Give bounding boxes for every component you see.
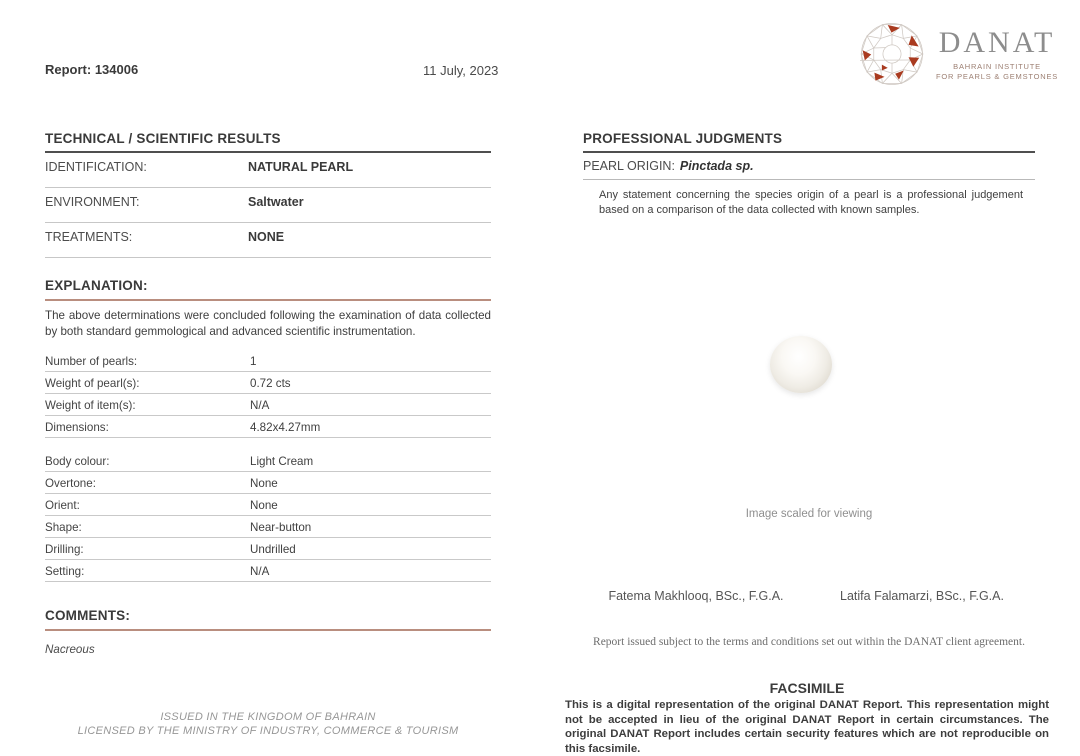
terms-notice: Report issued subject to the terms and conditions set out within the DANAT client agreement.: [583, 636, 1035, 648]
origin-disclaimer: Any statement concerning the species origin of a pearl is a professional judgement based on a comparison of the data collected with known samples.: [599, 188, 1023, 218]
weight-of-pearls-row: Weight of pearl(s): 0.72 cts: [45, 372, 491, 394]
overtone-row: Overtone: None: [45, 472, 491, 494]
issued-line: ISSUED IN THE KINGDOM OF BAHRAIN: [45, 710, 491, 724]
pearl-measurements-list: [45, 350, 491, 438]
pearl-origin-row: [583, 153, 1035, 180]
pearl-origin-label: PEARL ORIGIN:: [583, 159, 675, 173]
pearl-appearance-list: [45, 450, 491, 582]
image-scale-caption: Image scaled for viewing: [583, 508, 1035, 520]
pearl-photo: [770, 336, 832, 393]
environment-label: ENVIRONMENT:: [45, 195, 248, 209]
comments-title: COMMENTS:: [45, 608, 491, 631]
professional-judgments-section: [583, 131, 1035, 218]
number-of-pearls-row: Number of pearls: 1: [45, 350, 491, 372]
identification-label: IDENTIFICATION:: [45, 160, 248, 174]
explanation-text: The above determinations were concluded following the examination of data collected by both standard gemmological and advanced scientific instrumentation.: [45, 308, 491, 341]
signatures: [583, 589, 1035, 603]
environment-value: Saltwater: [248, 195, 304, 209]
environment-row: [45, 188, 491, 223]
treatments-row: [45, 223, 491, 258]
weight-of-items-row: Weight of item(s): N/A: [45, 394, 491, 416]
report-date: 11 July, 2023: [423, 63, 498, 78]
body-colour-row: Body colour: Light Cream: [45, 450, 491, 472]
treatments-value: NONE: [248, 230, 284, 244]
pearl-origin-value: Pinctada sp.: [680, 159, 754, 173]
comments-text: Nacreous: [45, 643, 491, 656]
treatments-label: TREATMENTS:: [45, 230, 248, 244]
technical-results-section: [45, 131, 491, 656]
identification-value: NATURAL PEARL: [248, 160, 353, 174]
explanation-title: EXPLANATION:: [45, 278, 491, 301]
logo-subtitle: BAHRAIN INSTITUTE FOR PEARLS & GEMSTONES: [936, 62, 1058, 82]
signature-right: Latifa Falamarzi, BSc., F.G.A.: [809, 589, 1035, 603]
issuing-authority: [45, 710, 491, 738]
orient-row: Orient: None: [45, 494, 491, 516]
facsimile-title: FACSIMILE: [565, 680, 1049, 696]
setting-row: Setting: N/A: [45, 560, 491, 582]
technical-results-title: TECHNICAL / SCIENTIFIC RESULTS: [45, 131, 491, 153]
licensed-line: LICENSED BY THE MINISTRY OF INDUSTRY, COMMERCE & TOURISM: [45, 724, 491, 738]
faceted-pearl-icon: [860, 22, 924, 86]
report-number: Report: 134006: [45, 62, 138, 77]
signature-left: Fatema Makhlooq, BSc., F.G.A.: [583, 589, 809, 603]
dimensions-row: Dimensions: 4.82x4.27mm: [45, 416, 491, 438]
danat-logo: [860, 22, 1058, 86]
identification-row: [45, 153, 491, 188]
professional-judgments-title: PROFESSIONAL JUDGMENTS: [583, 131, 1035, 153]
facsimile-section: [565, 680, 1049, 756]
shape-row: Shape: Near-button: [45, 516, 491, 538]
facsimile-text: This is a digital representation of the original DANAT Report. This representation might not be accepted in lieu of the original DANAT Report in certain circumstances. The original DANAT Report includes certain security features which are not reproducible on this facsimile.: [565, 698, 1049, 756]
drilling-row: Drilling: Undrilled: [45, 538, 491, 560]
logo-wordmark: DANAT: [936, 28, 1058, 58]
logo-text: [936, 22, 1058, 82]
